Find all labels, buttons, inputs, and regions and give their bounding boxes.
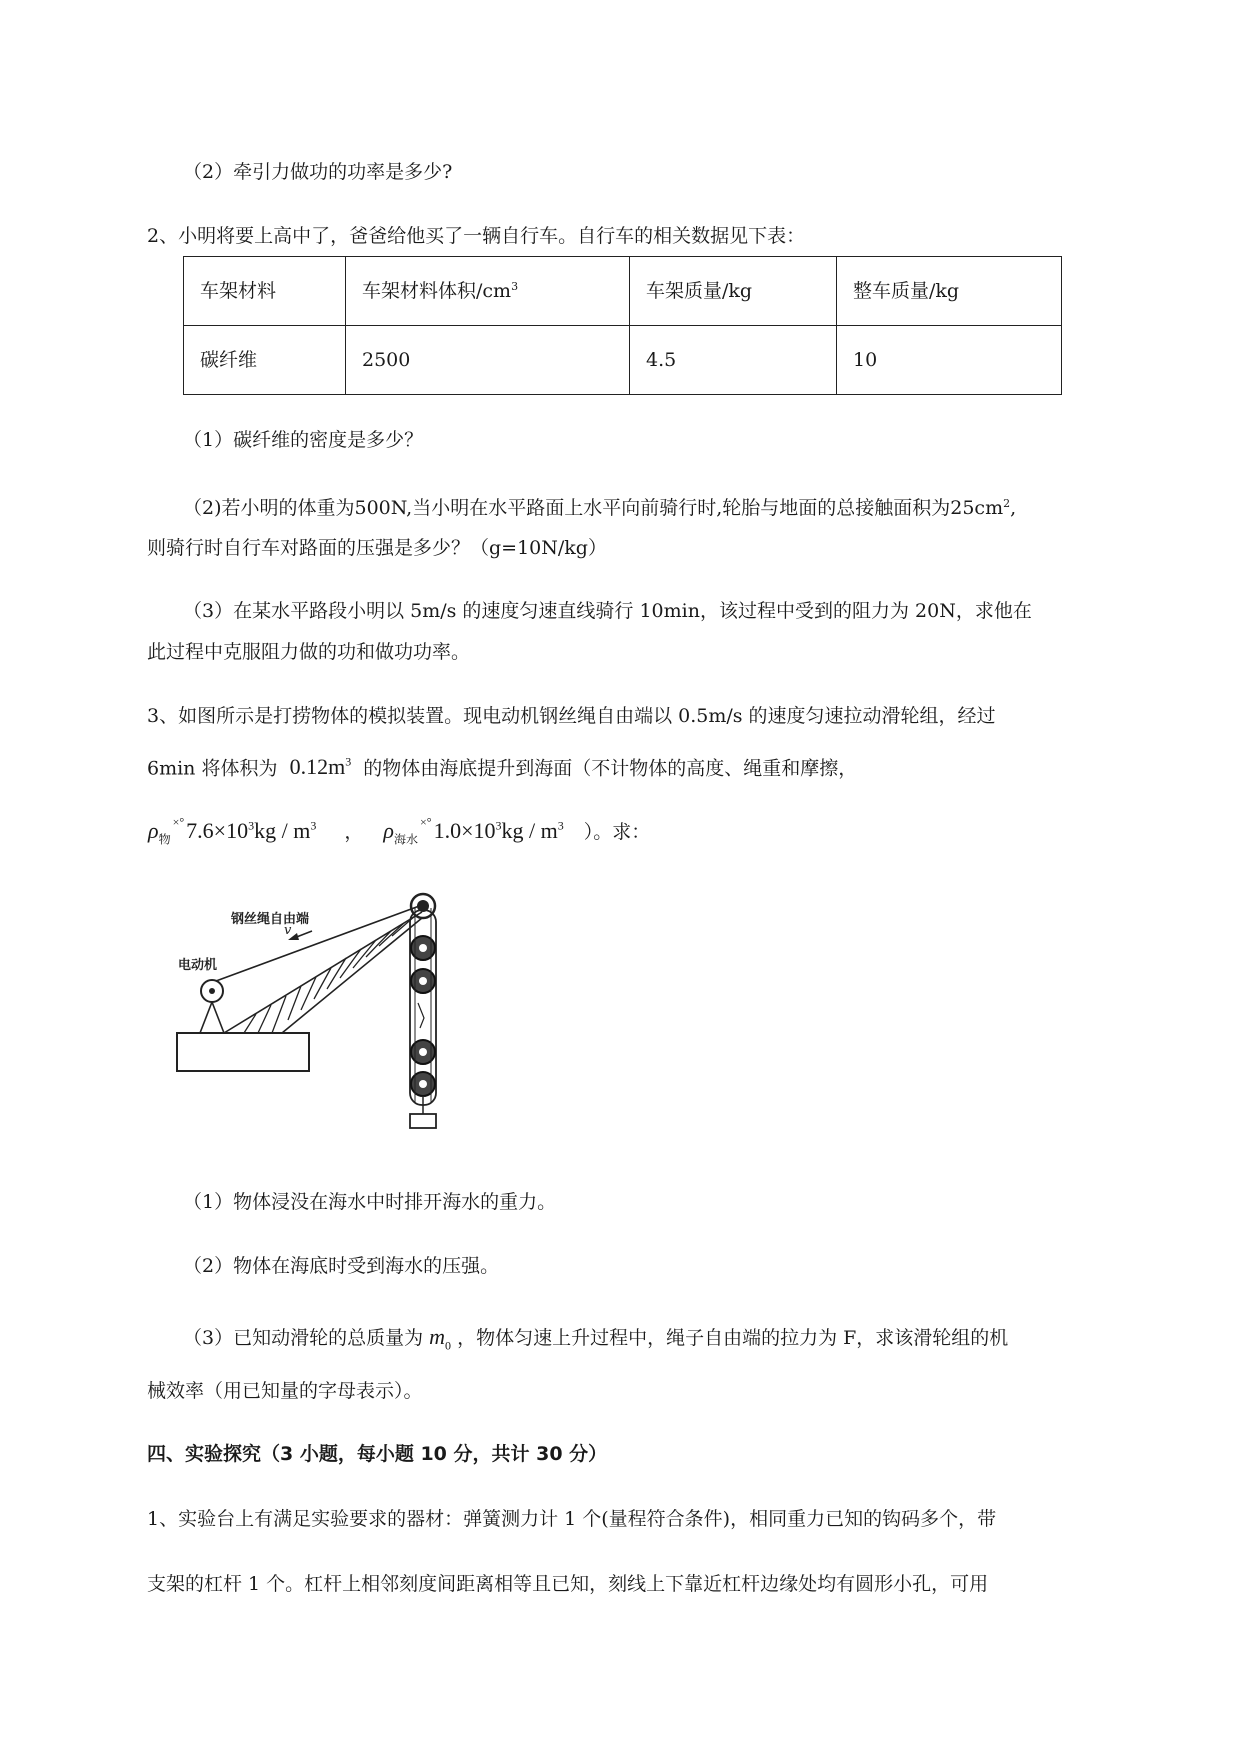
q3-part2-text: （2）物体在海底时受到海水的压强。 xyxy=(183,1255,500,1277)
rho-object-formula: $\rho_物^{\times^\circ}7.6\times 10^3kg / m^3$ xyxy=(148,815,317,847)
top-pulley-hub xyxy=(417,900,429,912)
table-header-cell: 车架材料体积$/cm^3$ xyxy=(346,257,630,326)
q2-part2-line1: （2)若小明的体重为500N,当小明在水平路面上水平向前骑行时,轮胎与地面的总接触面积为$25cm^2$, xyxy=(183,497,1017,519)
q3-stem-line1: 3、如图所示是打捞物体的模拟装置。现电动机钢丝绳自由端以 0.5m/s 的速度匀速拉动滑轮组，经过 xyxy=(147,705,996,727)
rope-label: 钢丝绳自由端 xyxy=(231,912,310,927)
section4-q1-line2: 支架的杠杆 1 个。杠杆上相邻刻度间距离相等且已知，刻线上下靠近杠杆边缘处均有圆形小孔，可用 xyxy=(147,1573,989,1595)
table-header-row xyxy=(184,257,1062,326)
rope-strand xyxy=(418,1003,424,1028)
table-header-cell: 车架质量/kg xyxy=(630,257,837,326)
table-header-cell: 整车质量/kg xyxy=(837,257,1062,326)
table-row xyxy=(184,326,1062,395)
q2-part3-line1: （3）在某水平路段小明以 5m/s 的速度匀速直线骑行 10min，该过程中受到的阻力为 20N，求他在 xyxy=(183,600,1032,622)
bike-data-table xyxy=(183,256,1062,395)
q2-stem: 2、小明将要上高中了，爸爸给他买了一辆自行车。自行车的相关数据见下表： xyxy=(147,225,806,247)
q3-part1-text: （1）物体浸没在海水中时排开海水的重力。 xyxy=(183,1191,557,1213)
q2-part2-line2: 则骑行时自行车对路面的压强是多少？（g=10N/kg） xyxy=(147,537,607,559)
boom-hatching xyxy=(244,916,415,1033)
motor-label: 电动机 xyxy=(178,958,218,973)
platform-base xyxy=(177,1033,309,1071)
m0-symbol: $m_0$ xyxy=(429,1324,452,1353)
q3-part3-line1: （3）已知动滑轮的总质量为 $m_0$ ，物体匀速上升过程中，绳子自由端的拉力为 F，求该滑轮组的机 xyxy=(183,1324,1009,1353)
table-header-cell: 车架材料 xyxy=(184,257,346,326)
q2-part3-line2: 此过程中克服阻力做的功和做功功率。 xyxy=(147,641,471,663)
q2-part1-text: （1）碳纤维的密度是多少？ xyxy=(183,429,424,451)
motor-hub xyxy=(209,988,215,994)
volume-formula: $0.12m^3$ xyxy=(289,754,352,780)
load-object xyxy=(410,1114,436,1128)
crane-pulley-figure xyxy=(172,888,462,1138)
section4-heading: 四、实验探究（3 小题，每小题 10 分，共计 30 分） xyxy=(147,1443,608,1465)
velocity-label: v xyxy=(284,923,292,938)
crane-boom xyxy=(224,912,422,1033)
q3-part3-line2: 械效率（用已知量的字母表示）。 xyxy=(147,1380,423,1402)
table-cell: 4.5 xyxy=(630,326,837,395)
table-cell: 10 xyxy=(837,326,1062,395)
q3-density-line: $\rho_物^{\times^\circ}7.6\times 10^3kg / m^3$ ， $\rho_{海水}^{\times^\circ}1.0\times 10^3kg / m^3$ ）。求： xyxy=(148,815,651,847)
q3-stem-line2: 6min 将体积为 $0.12m^3$ 的物体由海底提升到海面（不计物体的高度、绳重和摩擦， xyxy=(147,754,858,780)
table-cell: 2500 xyxy=(346,326,630,395)
q1-part2-text: （2）牵引力做功的功率是多少? xyxy=(183,161,453,183)
motor-stand xyxy=(212,1002,224,1033)
table-cell: 碳纤维 xyxy=(184,326,346,395)
section4-q1-line1: 1、实验台上有满足实验要求的器材：弹簧测力计 1 个(量程符合条件)，相同重力已知的钩码多个，带 xyxy=(147,1508,997,1530)
motor-stand xyxy=(200,1002,212,1033)
rho-sea-formula: $\rho_{海水}^{\times^\circ}1.0\times 10^3kg / m^3$ xyxy=(383,815,564,847)
